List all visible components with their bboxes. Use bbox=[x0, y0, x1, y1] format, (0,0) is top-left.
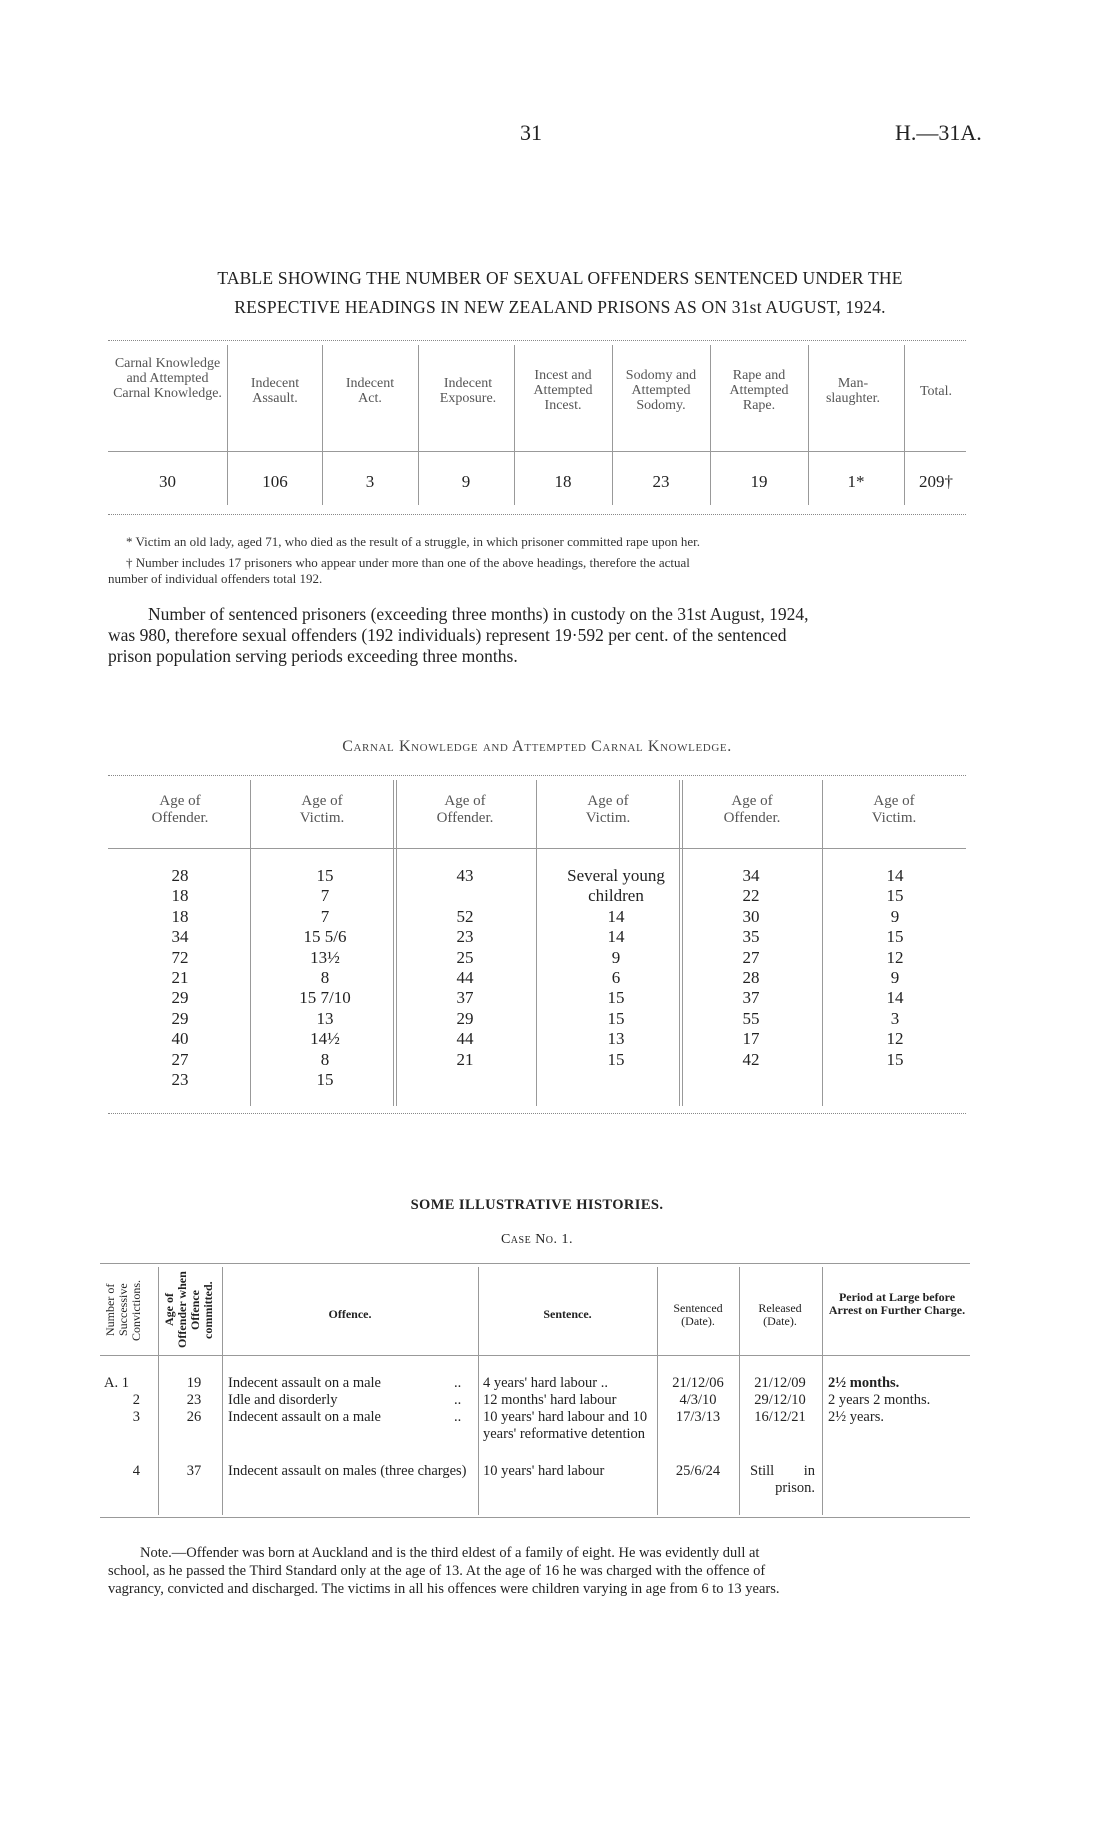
summary-value: 30 bbox=[159, 472, 176, 491]
age-cell: 15 bbox=[607, 988, 625, 1008]
age-cell: 29 bbox=[171, 1008, 189, 1028]
age-cell: 9 bbox=[611, 947, 621, 967]
age-cell: 13 bbox=[316, 1008, 334, 1028]
carnal-header: Age of Offender. bbox=[723, 793, 781, 826]
history-row-age: 23 bbox=[186, 1392, 202, 1408]
summary-col-divider bbox=[514, 345, 515, 505]
header-convictions: Number of Successive Convictions. bbox=[103, 1279, 143, 1341]
summary-value: 1* bbox=[847, 472, 865, 491]
summary-value: 9 bbox=[461, 472, 471, 491]
offender-age-column-3 bbox=[716, 866, 786, 1070]
age-cell: 44 bbox=[456, 1029, 474, 1049]
age-cell: 44 bbox=[456, 968, 474, 988]
carnal-header: Age of Victim. bbox=[871, 793, 917, 826]
age-cell: 23 bbox=[171, 1070, 189, 1090]
age-cell: 14½ bbox=[310, 1029, 340, 1049]
age-cell: 35 bbox=[742, 927, 760, 947]
history-row-number: 4 bbox=[132, 1463, 140, 1479]
history-row-released: 16/12/21 bbox=[754, 1409, 806, 1425]
carnal-col-divider bbox=[250, 780, 251, 1106]
victim-age-column-1 bbox=[290, 866, 360, 1090]
offender-age-column-2 bbox=[430, 866, 500, 1070]
histories-bottom-rule bbox=[100, 1517, 970, 1518]
summary-value: 19 bbox=[750, 472, 768, 491]
carnal-header: Age of Victim. bbox=[299, 793, 345, 826]
age-cell: 37 bbox=[456, 988, 474, 1008]
history-row-sentence: 4 years' hard labour .. bbox=[483, 1375, 609, 1391]
histories-col-divider bbox=[222, 1267, 223, 1515]
age-cell: 15 bbox=[316, 1070, 334, 1090]
age-cell: 15 bbox=[886, 886, 904, 906]
carnal-col-divider bbox=[396, 780, 397, 1106]
histories-title: SOME ILLUSTRATIVE HISTORIES. bbox=[410, 1197, 664, 1213]
age-cell: children bbox=[588, 886, 644, 906]
history-row-released: 29/12/10 bbox=[754, 1392, 806, 1408]
summary-col-divider bbox=[227, 345, 228, 505]
history-row-number: A. 1 bbox=[104, 1375, 129, 1391]
paragraph-line2: was 980, therefore sexual offenders (192 individuals) represent 19·592 per cent. of the sentenced bbox=[108, 625, 787, 645]
age-cell: 27 bbox=[742, 947, 760, 967]
age-cell: 8 bbox=[320, 968, 330, 988]
summary-col-divider bbox=[418, 345, 419, 505]
note-line3: vagrancy, convicted and discharged. The victims in all his offences were children varying in age from 6 to 13 years. bbox=[108, 1581, 780, 1597]
summary-header-incest: Incest and Attempted Incest. bbox=[533, 368, 593, 413]
age-cell: 9 bbox=[890, 906, 900, 926]
history-row-released: Still in prison. bbox=[750, 1463, 815, 1496]
age-cell: 7 bbox=[320, 886, 330, 906]
summary-col-divider bbox=[710, 345, 711, 505]
table-title-line2: RESPECTIVE HEADINGS IN NEW ZEALAND PRISONS AS ON 31st AUGUST, 1924. bbox=[234, 297, 886, 317]
age-cell: 15 bbox=[607, 1049, 625, 1069]
carnal-top-rule bbox=[108, 775, 966, 776]
history-row-age: 37 bbox=[186, 1463, 202, 1479]
history-row-dots: .. bbox=[454, 1409, 462, 1425]
summary-value: 209† bbox=[919, 472, 953, 491]
summary-header-manslaughter: Man-slaughter. bbox=[825, 376, 881, 406]
history-row-number: 2 bbox=[132, 1392, 140, 1408]
history-row-period: 2½ years. bbox=[828, 1409, 884, 1425]
carnal-header: Age of Offender. bbox=[436, 793, 494, 826]
histories-top-rule bbox=[100, 1263, 970, 1264]
header-sentence: Sentence. bbox=[543, 1307, 592, 1321]
age-cell: 23 bbox=[456, 927, 474, 947]
history-row-number: 3 bbox=[132, 1409, 140, 1425]
victim-age-column-2 bbox=[548, 866, 684, 1070]
summary-header-total: Total. bbox=[919, 384, 953, 399]
age-cell: 43 bbox=[456, 866, 474, 885]
summary-header-carnal: Carnal Knowledge and Attempted Carnal Knowledge. bbox=[113, 356, 222, 401]
table-title-line1: TABLE SHOWING THE NUMBER OF SEXUAL OFFENDERS SENTENCED UNDER THE bbox=[217, 268, 903, 288]
age-cell: 29 bbox=[456, 1008, 474, 1028]
age-cell: 37 bbox=[742, 988, 760, 1008]
history-row-age: 19 bbox=[186, 1375, 202, 1391]
history-row-sentenced: 25/6/24 bbox=[675, 1463, 721, 1479]
history-row-offence: Idle and disorderly bbox=[228, 1392, 338, 1408]
age-cell: 27 bbox=[171, 1049, 189, 1069]
age-cell: 15 bbox=[886, 927, 904, 947]
header-offence: Offence. bbox=[328, 1307, 372, 1321]
age-cell: 7 bbox=[320, 906, 330, 926]
summary-value: 106 bbox=[262, 472, 288, 491]
history-row-sentence: 10 years' hard labour bbox=[483, 1463, 605, 1479]
history-row-sentenced: 17/3/13 bbox=[675, 1409, 721, 1425]
age-cell: 34 bbox=[742, 866, 760, 885]
summary-top-rule bbox=[108, 340, 966, 341]
summary-col-divider bbox=[808, 345, 809, 505]
history-row-dots: .. bbox=[454, 1375, 462, 1391]
carnal-section-title: Carnal Knowledge and Attempted Carnal Knowledge. bbox=[342, 738, 732, 755]
age-cell: 42 bbox=[742, 1049, 760, 1069]
histories-col-divider bbox=[822, 1267, 823, 1515]
age-cell: 15 bbox=[886, 1049, 904, 1069]
carnal-col-divider bbox=[822, 780, 823, 1106]
summary-header-indecent-assault: Indecent Assault. bbox=[250, 376, 300, 406]
age-cell: 21 bbox=[171, 968, 189, 988]
summary-header-indecent-exposure: Indecent Exposure. bbox=[439, 376, 497, 406]
paragraph-line3: prison population serving periods exceeding three months. bbox=[108, 646, 518, 666]
age-cell: Several young bbox=[567, 866, 665, 885]
document-code: H.—31A. bbox=[895, 120, 982, 145]
carnal-col-divider bbox=[536, 780, 537, 1106]
header-period-at-large: Period at Large before Arrest on Further Charge. bbox=[828, 1290, 966, 1317]
summary-header-rape: Rape and Attempted Rape. bbox=[729, 368, 789, 413]
age-cell: 13½ bbox=[310, 947, 340, 967]
header-released-date: Released (Date). bbox=[758, 1301, 802, 1328]
age-cell: 52 bbox=[456, 906, 474, 926]
history-row-offence: Indecent assault on a male bbox=[228, 1375, 381, 1391]
age-cell: 15 bbox=[607, 1008, 625, 1028]
note-line2: school, as he passed the Third Standard only at the age of 13. At the age of 16 he was charged with the offence of bbox=[108, 1563, 766, 1579]
history-row-offence: Indecent assault on males (three charges) bbox=[228, 1463, 467, 1479]
age-cell: 6 bbox=[611, 968, 621, 988]
summary-value: 23 bbox=[652, 472, 670, 491]
summary-header-indecent-act: Indecent Act. bbox=[345, 376, 395, 406]
age-cell: 15 7/10 bbox=[299, 988, 351, 1008]
age-cell: 30 bbox=[742, 906, 760, 926]
age-cell: 12 bbox=[886, 1029, 904, 1049]
victim-age-column-3 bbox=[860, 866, 930, 1070]
offender-age-column-1 bbox=[140, 866, 220, 1090]
age-cell: 34 bbox=[171, 927, 189, 947]
carnal-header-rule bbox=[108, 848, 966, 849]
age-cell: 28 bbox=[171, 866, 189, 885]
summary-header-sodomy: Sodomy and Attempted Sodomy. bbox=[625, 368, 697, 413]
carnal-col-divider bbox=[393, 780, 394, 1106]
summary-bottom-rule bbox=[108, 514, 966, 515]
age-cell: 3 bbox=[890, 1008, 900, 1028]
age-cell: 55 bbox=[742, 1008, 760, 1028]
note-line1: Note.—Offender was born at Auckland and is the third eldest of a family of eight. He was evidently dull at bbox=[140, 1545, 760, 1561]
histories-col-divider bbox=[478, 1267, 479, 1515]
history-row-sentence: 10 years' hard labour and 10 years' reformative detention bbox=[483, 1409, 648, 1442]
case-label: Case No. 1. bbox=[500, 1232, 574, 1247]
history-row-period: 2 years 2 months. bbox=[828, 1392, 931, 1408]
histories-header-rule bbox=[100, 1355, 970, 1356]
summary-col-divider bbox=[322, 345, 323, 505]
age-cell: 14 bbox=[607, 927, 625, 947]
age-cell: 15 5/6 bbox=[303, 927, 347, 947]
header-age: Age of Offender when Offence committed. bbox=[162, 1271, 215, 1349]
histories-col-divider bbox=[158, 1267, 159, 1515]
summary-col-divider bbox=[612, 345, 613, 505]
histories-col-divider bbox=[657, 1267, 658, 1515]
histories-col-divider bbox=[739, 1267, 740, 1515]
carnal-header: Age of Offender. bbox=[151, 793, 209, 826]
carnal-header: Age of Victim. bbox=[585, 793, 631, 826]
age-cell: 13 bbox=[607, 1029, 625, 1049]
age-cell: 14 bbox=[886, 988, 904, 1008]
age-cell: 8 bbox=[320, 1049, 330, 1069]
history-row-period: 2½ months. bbox=[828, 1375, 900, 1391]
age-cell: 12 bbox=[886, 947, 904, 967]
summary-value: 3 bbox=[365, 472, 375, 491]
age-cell: 18 bbox=[171, 886, 189, 906]
age-cell: 28 bbox=[742, 968, 760, 988]
age-cell: 14 bbox=[607, 906, 625, 926]
footnote-dagger-line2: number of individual offenders total 192. bbox=[108, 571, 323, 586]
age-cell: 14 bbox=[886, 866, 904, 885]
age-cell: 72 bbox=[171, 947, 189, 967]
footnote-dagger-line1: † Number includes 17 prisoners who appear under more than one of the above headings, therefore the actual bbox=[126, 555, 690, 570]
summary-col-divider bbox=[904, 345, 905, 505]
age-cell: 18 bbox=[171, 906, 189, 926]
history-row-sentenced: 4/3/10 bbox=[679, 1392, 717, 1408]
age-cell: 9 bbox=[890, 968, 900, 988]
age-cell: 17 bbox=[742, 1029, 760, 1049]
age-cell: 22 bbox=[742, 886, 760, 906]
summary-header-rule bbox=[108, 451, 966, 452]
page-number: 31 bbox=[520, 120, 542, 145]
age-cell bbox=[430, 886, 500, 906]
history-row-dots: .. bbox=[454, 1392, 462, 1408]
paragraph-line1: Number of sentenced prisoners (exceeding three months) in custody on the 31st August, 1924, bbox=[148, 604, 809, 624]
history-row-offence: Indecent assault on a male bbox=[228, 1409, 381, 1425]
history-row-age: 26 bbox=[186, 1409, 202, 1425]
history-row-sentenced: 21/12/06 bbox=[672, 1375, 724, 1391]
age-cell: 21 bbox=[456, 1049, 474, 1069]
history-row-sentence: 12 months' hard labour bbox=[483, 1392, 617, 1408]
age-cell: 40 bbox=[171, 1029, 189, 1049]
carnal-bottom-rule bbox=[108, 1113, 966, 1114]
age-cell: 15 bbox=[316, 866, 334, 885]
header-sentenced-date: Sentenced (Date). bbox=[673, 1301, 723, 1328]
summary-value: 18 bbox=[554, 472, 572, 491]
history-row-released: 21/12/09 bbox=[754, 1375, 806, 1391]
age-cell: 29 bbox=[171, 988, 189, 1008]
footnote-star: * Victim an old lady, aged 71, who died as the result of a struggle, in which prisoner committed rape upon her. bbox=[126, 534, 700, 549]
age-cell: 25 bbox=[456, 947, 474, 967]
